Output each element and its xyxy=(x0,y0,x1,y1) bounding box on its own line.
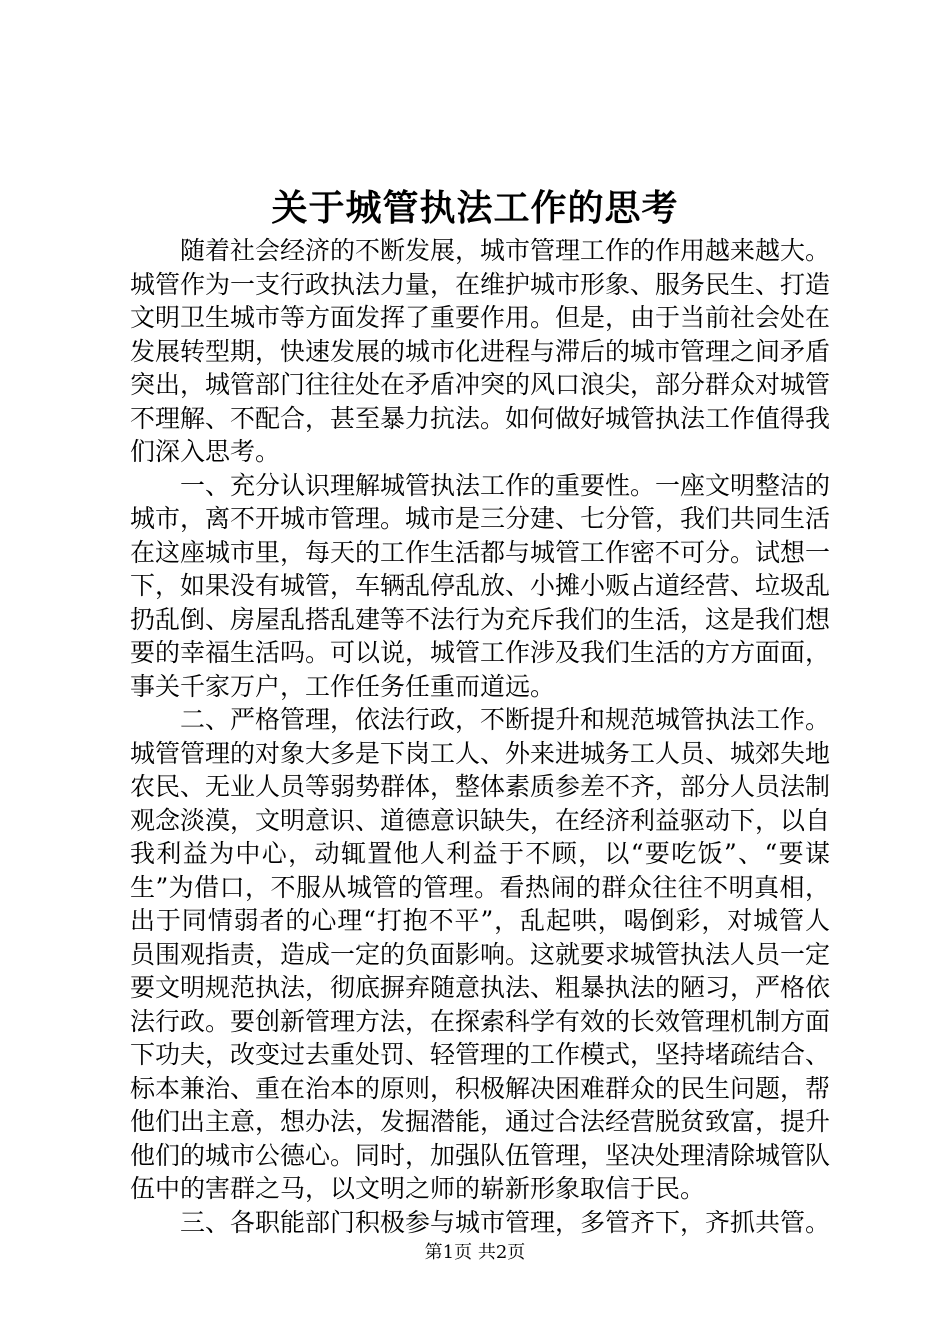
document-body xyxy=(130,234,830,1239)
page-number-footer: 第1页 共2页 xyxy=(424,1242,526,1263)
paragraph-section-3: 三、各职能部门积极参与城市管理，多管齐下，齐抓共管。 xyxy=(180,1207,831,1237)
paragraph-section-2: 二、严格管理，依法行政，不断提升和规范城管执法工作。城管管理的对象大多是下岗工人、外来进城务工人员、城郊失地农民、无业人员等弱势群体，整体素质参差不齐，部分人员法制观念淡漠，文明意识、道德意识缺失，在经济利益驱动下，以自我利益为中心，动辄置他人利益于不顾，以“要吃饭”、“要谋生”为借口，不服从城管的管理。看热闹的群众往往不明真相，出于同情弱者的心理“打抱不平”，乱起哄，喝倒彩，对城管人员围观指责，造成一定的负面影响。这就要求城管执法人员一定要文明规范执法，彻底摒弃随意执法、粗暴执法的陋习，严格依法行政。要创新管理方法，在探索科学有效的长效管理机制方面下功夫，改变过去重处罚、轻管理的工作模式，坚持堵疏结合、标本兼治、重在治本的原则，积极解决困难群众的民生问题，帮他们出主意，想办法，发掘潜能，通过合法经营脱贫致富，提升他们的城市公德心。同时，加强队伍管理，坚决处理清除城管队伍中的害群之马，以文明之师的崭新形象取信于民。 xyxy=(130,705,831,1203)
document-title: 关于城管执法工作的思考 xyxy=(271,187,679,229)
paragraph-section-1: 一、充分认识理解城管执法工作的重要性。一座文明整洁的城市，离不开城市管理。城市是三分建、七分管，我们共同生活在这座城市里，每天的工作生活都与城管工作密不可分。试想一下，如果没有城管，车辆乱停乱放、小摊小贩占道经营、垃圾乱扔乱倒、房屋乱搭乱建等不法行为充斥我们的生活，这是我们想要的幸福生活吗。可以说，城管工作涉及我们生活的方方面面，事关千家万户，工作任务任重而道远。 xyxy=(130,470,831,701)
paragraph-intro: 随着社会经济的不断发展，城市管理工作的作用越来越大。城管作为一支行政执法力量，在维护城市形象、服务民生、打造文明卫生城市等方面发挥了重要作用。但是，由于当前社会处在发展转型期，快速发展的城市化进程与滞后的城市管理之间矛盾突出，城管部门往往处在矛盾冲突的风口浪尖，部分群众对城管不理解、不配合，甚至暴力抗法。如何做好城管执法工作值得我们深入思考。 xyxy=(130,236,831,466)
